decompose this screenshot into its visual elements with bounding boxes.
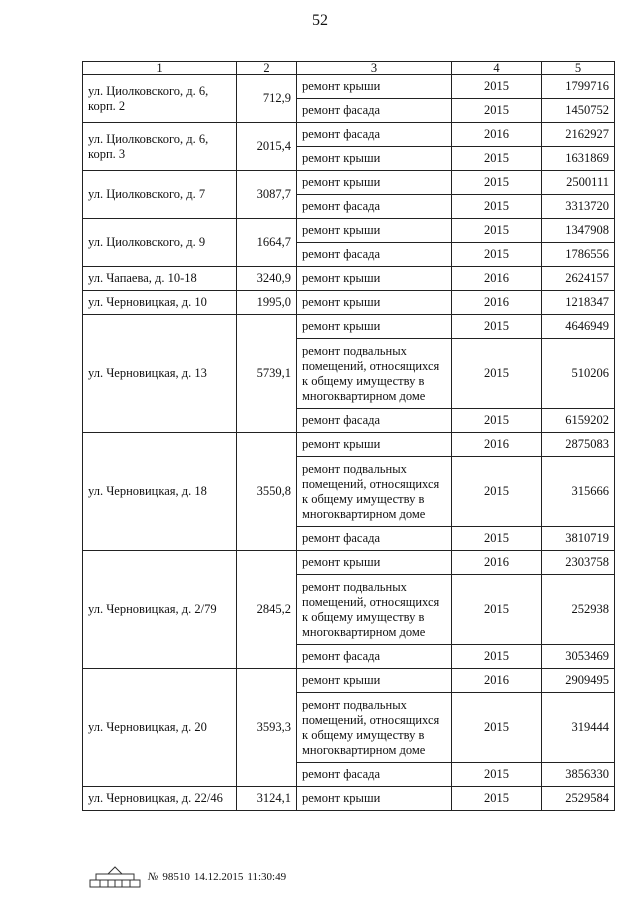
address-cell: ул. Циолковского, д. 9 bbox=[83, 219, 237, 267]
area-cell: 1995,0 bbox=[237, 291, 297, 315]
year-cell: 2015 bbox=[452, 75, 542, 99]
cost-cell: 2500111 bbox=[542, 171, 615, 195]
work-type-cell: ремонт подвальных помещений, относящихся к общему имуществу в многоквартирном доме bbox=[297, 457, 452, 527]
header-row bbox=[83, 62, 615, 75]
work-type-cell: ремонт крыши bbox=[297, 219, 452, 243]
address-cell: ул. Чапаева, д. 10-18 bbox=[83, 267, 237, 291]
table-body bbox=[83, 75, 615, 811]
work-type-cell: ремонт крыши bbox=[297, 75, 452, 99]
cost-cell: 3053469 bbox=[542, 645, 615, 669]
work-type-cell: ремонт подвальных помещений, относящихся к общему имуществу в многоквартирном доме bbox=[297, 693, 452, 763]
header-cell: 1 bbox=[83, 62, 237, 75]
document-number: 98510 bbox=[162, 871, 190, 883]
area-cell: 3124,1 bbox=[237, 787, 297, 811]
year-cell: 2015 bbox=[452, 219, 542, 243]
work-type-cell: ремонт фасада bbox=[297, 527, 452, 551]
building-stamp-icon bbox=[88, 864, 142, 890]
works-table bbox=[82, 61, 615, 811]
cost-cell: 1450752 bbox=[542, 99, 615, 123]
work-type-cell: ремонт крыши bbox=[297, 291, 452, 315]
address-cell: ул. Черновицкая, д. 22/46 bbox=[83, 787, 237, 811]
work-type-cell: ремонт крыши bbox=[297, 315, 452, 339]
year-cell: 2015 bbox=[452, 243, 542, 267]
work-type-cell: ремонт крыши bbox=[297, 147, 452, 171]
area-cell: 3593,3 bbox=[237, 669, 297, 787]
work-type-cell: ремонт фасада bbox=[297, 409, 452, 433]
work-type-cell: ремонт крыши bbox=[297, 551, 452, 575]
table-row bbox=[83, 219, 615, 243]
work-type-cell: ремонт крыши bbox=[297, 669, 452, 693]
work-type-cell: ремонт фасада bbox=[297, 763, 452, 787]
area-cell: 1664,7 bbox=[237, 219, 297, 267]
cost-cell: 6159202 bbox=[542, 409, 615, 433]
table-row bbox=[83, 787, 615, 811]
table-row bbox=[83, 171, 615, 195]
work-type-cell: ремонт фасада bbox=[297, 243, 452, 267]
page-number: 52 bbox=[312, 12, 328, 29]
year-cell: 2016 bbox=[452, 433, 542, 457]
cost-cell: 3810719 bbox=[542, 527, 615, 551]
year-cell: 2015 bbox=[452, 457, 542, 527]
table-row bbox=[83, 123, 615, 147]
work-type-cell: ремонт подвальных помещений, относящихся к общему имуществу в многоквартирном доме bbox=[297, 575, 452, 645]
table-row bbox=[83, 267, 615, 291]
cost-cell: 2624157 bbox=[542, 267, 615, 291]
cost-cell: 3856330 bbox=[542, 763, 615, 787]
year-cell: 2016 bbox=[452, 291, 542, 315]
year-cell: 2015 bbox=[452, 195, 542, 219]
cost-cell: 1218347 bbox=[542, 291, 615, 315]
document-time: 11:30:49 bbox=[247, 871, 287, 883]
footer bbox=[88, 864, 290, 890]
year-cell: 2016 bbox=[452, 123, 542, 147]
address-cell: ул. Черновицкая, д. 10 bbox=[83, 291, 237, 315]
cost-cell: 319444 bbox=[542, 693, 615, 763]
address-cell: ул. Черновицкая, д. 2/79 bbox=[83, 551, 237, 669]
work-type-cell: ремонт крыши bbox=[297, 787, 452, 811]
work-type-cell: ремонт крыши bbox=[297, 267, 452, 291]
address-cell: ул. Циолковского, д. 6, корп. 2 bbox=[83, 75, 237, 123]
work-type-cell: ремонт крыши bbox=[297, 171, 452, 195]
year-cell: 2016 bbox=[452, 669, 542, 693]
address-cell: ул. Черновицкая, д. 13 bbox=[83, 315, 237, 433]
table-row bbox=[83, 291, 615, 315]
cost-cell: 4646949 bbox=[542, 315, 615, 339]
number-sign: № bbox=[148, 871, 159, 883]
table-row bbox=[83, 669, 615, 693]
work-type-cell: ремонт фасада bbox=[297, 99, 452, 123]
document-date: 14.12.2015 bbox=[193, 871, 244, 883]
area-cell: 5739,1 bbox=[237, 315, 297, 433]
table-row bbox=[83, 551, 615, 575]
year-cell: 2015 bbox=[452, 315, 542, 339]
year-cell: 2015 bbox=[452, 787, 542, 811]
cost-cell: 1799716 bbox=[542, 75, 615, 99]
year-cell: 2015 bbox=[452, 693, 542, 763]
cost-cell: 315666 bbox=[542, 457, 615, 527]
area-cell: 2015,4 bbox=[237, 123, 297, 171]
area-cell: 2845,2 bbox=[237, 551, 297, 669]
year-cell: 2016 bbox=[452, 551, 542, 575]
table-row bbox=[83, 315, 615, 339]
table-row bbox=[83, 75, 615, 99]
year-cell: 2015 bbox=[452, 575, 542, 645]
cost-cell: 1786556 bbox=[542, 243, 615, 267]
area-cell: 712,9 bbox=[237, 75, 297, 123]
area-cell: 3087,7 bbox=[237, 171, 297, 219]
address-cell: ул. Циолковского, д. 7 bbox=[83, 171, 237, 219]
year-cell: 2015 bbox=[452, 147, 542, 171]
cost-cell: 2909495 bbox=[542, 669, 615, 693]
year-cell: 2015 bbox=[452, 527, 542, 551]
cost-cell: 2303758 bbox=[542, 551, 615, 575]
work-type-cell: ремонт подвальных помещений, относящихся к общему имуществу в многоквартирном доме bbox=[297, 339, 452, 409]
cost-cell: 510206 bbox=[542, 339, 615, 409]
year-cell: 2015 bbox=[452, 339, 542, 409]
work-type-cell: ремонт фасада bbox=[297, 645, 452, 669]
year-cell: 2015 bbox=[452, 99, 542, 123]
address-cell: ул. Черновицкая, д. 20 bbox=[83, 669, 237, 787]
year-cell: 2015 bbox=[452, 645, 542, 669]
address-cell: ул. Черновицкая, д. 18 bbox=[83, 433, 237, 551]
year-cell: 2016 bbox=[452, 267, 542, 291]
cost-cell: 2162927 bbox=[542, 123, 615, 147]
year-cell: 2015 bbox=[452, 763, 542, 787]
header-cell: 4 bbox=[452, 62, 542, 75]
year-cell: 2015 bbox=[452, 171, 542, 195]
work-type-cell: ремонт фасада bbox=[297, 195, 452, 219]
year-cell: 2015 bbox=[452, 409, 542, 433]
area-cell: 3240,9 bbox=[237, 267, 297, 291]
work-type-cell: ремонт крыши bbox=[297, 433, 452, 457]
table-row bbox=[83, 433, 615, 457]
header-cell: 3 bbox=[297, 62, 452, 75]
header-cell: 5 bbox=[542, 62, 615, 75]
cost-cell: 1347908 bbox=[542, 219, 615, 243]
cost-cell: 252938 bbox=[542, 575, 615, 645]
cost-cell: 1631869 bbox=[542, 147, 615, 171]
cost-cell: 2529584 bbox=[542, 787, 615, 811]
cost-cell: 2875083 bbox=[542, 433, 615, 457]
header-cell: 2 bbox=[237, 62, 297, 75]
work-type-cell: ремонт фасада bbox=[297, 123, 452, 147]
cost-cell: 3313720 bbox=[542, 195, 615, 219]
address-cell: ул. Циолковского, д. 6, корп. 3 bbox=[83, 123, 237, 171]
area-cell: 3550,8 bbox=[237, 433, 297, 551]
